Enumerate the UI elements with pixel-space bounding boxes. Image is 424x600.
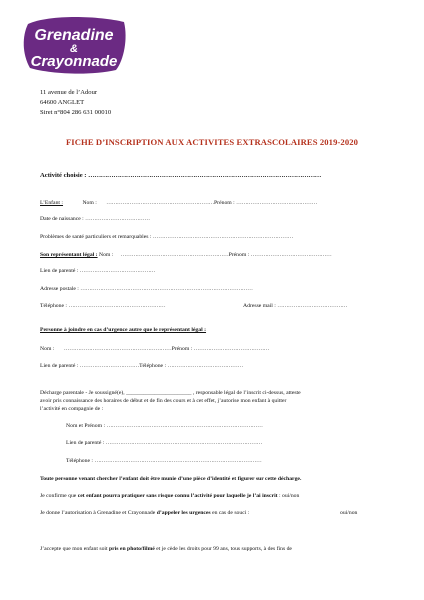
discharge-tel-label: Téléphone : <box>66 458 94 464</box>
guardian-lien-field[interactable]: …………………………………… <box>79 268 156 274</box>
grenadine-crayonnade-logo <box>20 14 130 76</box>
child-heading: L’Enfant : <box>40 200 64 206</box>
discharge-nom-field[interactable]: …………………………………………………………………………… <box>106 423 263 429</box>
discharge-line1: Décharge parentale - Je soussigné(e), _______________________ , responsable légal de l’inscrit ci-dessus, atteste <box>40 390 301 396</box>
page-title: FICHE D’INSCRIPTION AUX ACTIVITES EXTRASCOLAIRES 2019-2020 <box>65 137 359 147</box>
child-name-row <box>40 200 317 207</box>
child-nom-field[interactable]: …………………………………………………… <box>106 200 215 206</box>
emergency-heading: Personne à joindre en cas d’urgence autre que le représentant légal : <box>40 327 207 333</box>
guardian-adresse-label: Adresse postale : <box>40 286 79 292</box>
emergency-lien-row <box>40 363 243 370</box>
child-health-field[interactable]: …………………………………………………………………… <box>152 234 293 240</box>
emergency-tel-label: Téléphone : <box>139 363 167 369</box>
emergency-nom-label: Nom : <box>40 346 55 352</box>
practice-confirmation <box>40 493 299 500</box>
guardian-lien-label: Lien de parenté : <box>40 268 79 274</box>
guardian-contact-row <box>40 303 165 310</box>
activity-label: Activité choisie : <box>40 172 87 179</box>
photo-text-c: et je cède les droits pour 99 ans, tous supports, à des fins de <box>154 546 292 552</box>
guardian-adresse-field[interactable]: …………………………………………………………………………………… <box>80 286 253 292</box>
child-birth-field[interactable]: ……………………………… <box>85 216 150 222</box>
practice-choice[interactable]: : oui/non <box>277 493 300 499</box>
discharge-line3: l’activité en compagnie de : <box>40 406 104 412</box>
emergency-nom-field[interactable]: …………………………………………………… <box>63 346 172 352</box>
emergency-authorization <box>40 510 249 517</box>
emergency-name-row <box>40 346 269 353</box>
guardian-tel-label: Téléphone : <box>40 303 68 309</box>
photo-text-b: pris en photo/filmé <box>109 546 155 552</box>
discharge-nom-row <box>66 423 263 430</box>
photo-consent <box>40 546 292 553</box>
photo-text-a: J’accepte que mon enfant soit <box>40 546 110 552</box>
child-health-label: Problèmes de santé particuliers et remarquables : <box>40 234 152 240</box>
child-birth-label: Date de naissance : <box>40 216 84 222</box>
guardian-adresse-row <box>40 286 253 293</box>
urgences-choice[interactable]: oui/non <box>340 510 358 516</box>
guardian-nom-field[interactable]: …………………………………………………… <box>120 252 229 258</box>
discharge-nom-label: Nom et Prénom : <box>66 423 106 429</box>
child-nom-label: Nom : <box>82 200 97 206</box>
discharge-lien-field[interactable]: …………………………………………………………………………… <box>105 440 263 446</box>
guardian-mail-label: Adresse mail : <box>243 303 276 309</box>
emergency-prenom-label: Prénom : <box>171 346 193 352</box>
guardian-prenom-field[interactable]: ……………………………………… <box>250 252 332 258</box>
guardian-prenom-label: Prénom : <box>228 252 250 258</box>
guardian-heading: Son représentant légal : <box>40 252 98 258</box>
child-prenom-label: Prénom : <box>214 200 235 206</box>
emergency-lien-field[interactable]: …………………………… <box>79 363 140 369</box>
emergency-prenom-field[interactable]: …………………………………… <box>193 346 270 352</box>
guardian-mail-field[interactable]: ………………………………… <box>277 303 348 309</box>
discharge-tel-field[interactable]: ………………………………………………………………………………… <box>94 458 262 464</box>
address-line1: 11 avenue de l’Adour <box>40 89 98 96</box>
urgences-text-c: en cas de souci : <box>210 510 250 516</box>
id-notice: Toute personne venant chercher l’enfant doit être munie d’une pièce d’identité et figurer sur cette décharge. <box>40 476 302 482</box>
logo-line3: Crayonnade <box>30 53 118 70</box>
logo-line2: & <box>70 43 78 55</box>
guardian-tel-field[interactable]: ……………………………………………… <box>68 303 166 309</box>
practice-text-a: Je confirme que <box>40 493 78 499</box>
child-prenom-field[interactable]: ……………………………………… <box>236 200 317 206</box>
urgences-text-b: d’appeler les urgences <box>156 510 211 516</box>
guardian-lien-row <box>40 268 155 275</box>
activity-field[interactable]: ………………………………………………………………………………………………… <box>88 172 322 179</box>
discharge-lien-label: Lien de parenté : <box>66 440 105 446</box>
logo-line1: Grenadine <box>34 27 114 44</box>
practice-text-b: cet enfant pourra pratiquer sans risque connu l’activité pour laquelle je l’ai inscrit <box>77 493 278 499</box>
emergency-tel-field[interactable]: …………………………………… <box>167 363 243 369</box>
child-birth-row <box>40 216 150 223</box>
emergency-lien-label: Lien de parenté : <box>40 363 79 369</box>
address-siret: Siret n°804 286 631 00010 <box>40 109 112 116</box>
discharge-line2: avoir pris connaissance des horaires de début et de fin des cours et à cet effet, j’autorise mon enfant à quitter <box>40 398 287 404</box>
guardian-name-row <box>40 252 332 259</box>
guardian-nom-label: Nom : <box>98 252 114 258</box>
urgences-text-a: Je donne l’autorisation à Grenadine et Crayonnade <box>40 510 157 516</box>
address-line2: 64600 ANGLET <box>40 99 85 106</box>
discharge-lien-row <box>66 440 262 447</box>
activity-row <box>40 172 321 179</box>
child-health-row <box>40 234 293 241</box>
guardian-mail-row <box>243 303 347 310</box>
discharge-tel-row <box>66 458 261 465</box>
